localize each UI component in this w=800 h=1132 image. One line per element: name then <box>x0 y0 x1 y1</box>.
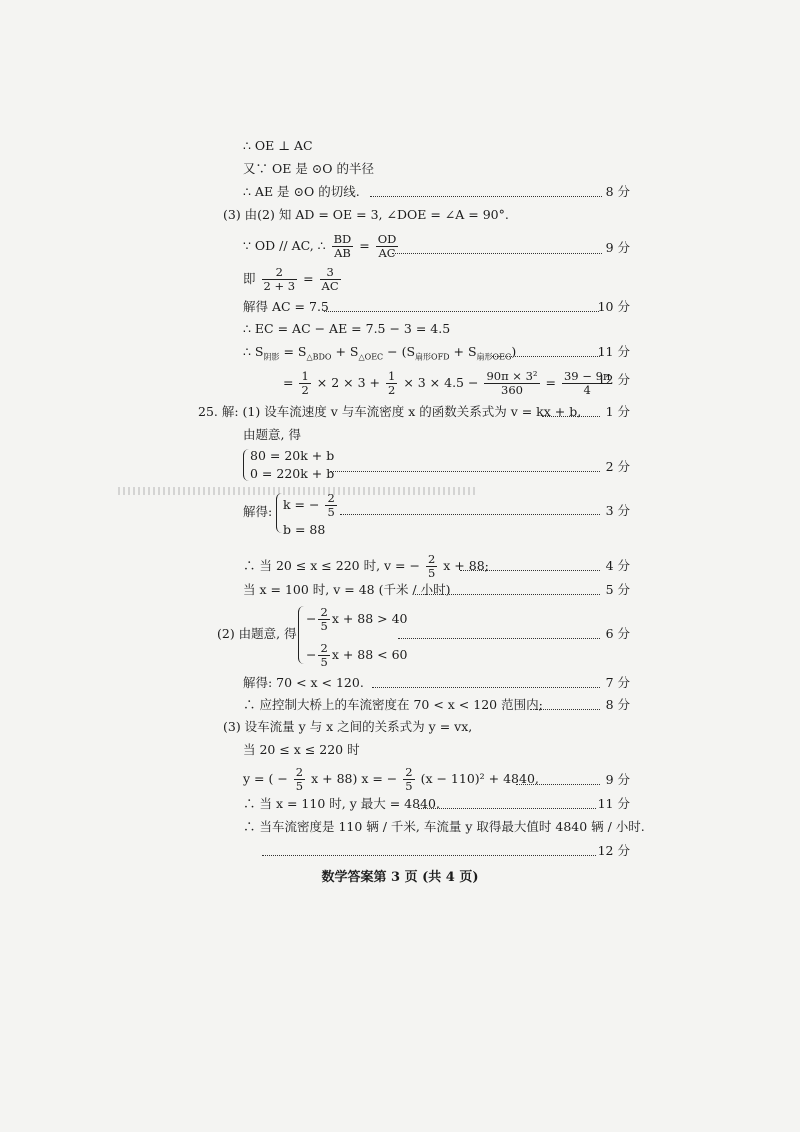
line-part3: (3) 由(2) 知 AD = OE = 3, ∠DOE = ∠A = 90°. <box>223 207 509 222</box>
leader-dots <box>415 594 600 595</box>
numerator: 2 <box>262 266 298 280</box>
text: x + 88; <box>443 558 489 573</box>
numerator: OD <box>377 232 397 246</box>
subscript: 扇形OFD <box>415 352 450 362</box>
text: x + 88) x = − <box>311 771 398 786</box>
score-10: 10 分 <box>597 299 630 314</box>
solution-b: b = 88 <box>283 522 326 537</box>
brace <box>243 449 250 481</box>
denominator: 5 <box>295 779 304 793</box>
line-area-calc <box>283 370 614 397</box>
text: − <box>306 611 317 626</box>
leader-dots <box>418 808 596 809</box>
score-9: 9 分 <box>605 240 630 255</box>
text: = S <box>279 344 307 359</box>
text: k = − <box>283 497 320 512</box>
denominator: 2 <box>388 383 396 397</box>
text: y = ( − <box>243 771 288 786</box>
numerator: 2 <box>320 605 328 619</box>
numerator: 2 <box>327 491 335 505</box>
text: (x − 110)² + 4840, <box>420 771 539 786</box>
line-conclusion: ∴ 当车流密度是 110 辆 / 千米, 车流量 y 取得最大值时 4840 辆 / 小时. <box>243 819 645 834</box>
line-y-function <box>243 766 539 793</box>
text: = <box>283 375 294 390</box>
score-q4: 4 分 <box>605 558 630 573</box>
denominator: AC <box>321 279 339 293</box>
subscript: △OEC <box>358 352 384 362</box>
text: − <box>306 647 317 662</box>
inequality-2 <box>306 642 408 669</box>
leader-dots <box>492 356 600 357</box>
page-footer: 数学答案第 3 页 (共 4 页) <box>321 870 479 885</box>
line-solve-range: 解得: 70 < x < 120. <box>243 675 364 690</box>
line-control: ∴ 应控制大桥上的车流密度在 70 < x < 120 范围内; <box>243 697 543 712</box>
line-v-100: 当 x = 100 时, v = 48 (千米 / 小时) <box>243 582 451 597</box>
text: = <box>359 238 370 253</box>
leader-dots <box>330 471 600 472</box>
leader-dots <box>516 784 600 785</box>
line-area <box>243 344 516 366</box>
denominator: 360 <box>501 383 523 397</box>
part2-label: (2) 由题意, 得 <box>217 626 297 641</box>
text: × 2 × 3 + <box>316 375 381 390</box>
subscript: △BDO <box>306 352 332 362</box>
leader-dots <box>542 416 600 417</box>
brace <box>276 493 283 533</box>
subscript: 扇形OEG <box>476 352 512 362</box>
numerator: 3 <box>320 266 341 280</box>
brace <box>298 606 305 664</box>
leader-dots <box>392 253 602 254</box>
fraction <box>484 370 539 397</box>
text: 即 <box>243 271 256 286</box>
line-oe-perp-ac: ∴ OE ⊥ AC <box>243 138 313 153</box>
score-q12: 12 分 <box>597 843 630 858</box>
solve-label: 解得: <box>243 504 273 519</box>
text: × 3 × 4.5 − <box>403 375 479 390</box>
text: = <box>545 375 556 390</box>
numerator: 2 <box>295 765 304 779</box>
text: x + 88 > 40 <box>331 611 408 626</box>
text: ∵ OD // AC, ∴ <box>243 238 326 253</box>
leader-dots <box>398 638 600 639</box>
text: ) <box>511 344 517 359</box>
q25-part1: 25. 解: (1) 设车流速度 v 与车流密度 x 的函数关系式为 v = kx + b, <box>198 404 582 419</box>
line-ec: ∴ EC = AC − AE = 7.5 − 3 = 4.5 <box>243 321 451 336</box>
fraction <box>332 233 354 260</box>
fraction <box>403 766 414 793</box>
denominator: AC <box>378 246 396 260</box>
system-eq2: 0 = 220k + b <box>250 466 335 481</box>
line-od-parallel <box>243 233 400 260</box>
fraction <box>318 642 329 669</box>
text: + S <box>331 344 359 359</box>
numerator: 90π × 3² <box>486 369 538 383</box>
fraction <box>386 370 397 397</box>
fraction <box>299 370 310 397</box>
leader-dots <box>340 514 600 515</box>
leader-dots <box>262 855 596 856</box>
line-domain: 当 20 ≤ x ≤ 220 时 <box>243 742 360 757</box>
line-by-problem: 由题意, 得 <box>243 427 301 442</box>
text: − (S <box>383 344 416 359</box>
fraction <box>262 266 298 293</box>
numerator: 39 − 9π <box>563 369 611 383</box>
line-ratio <box>243 266 343 293</box>
denominator: 4 <box>583 383 591 397</box>
denominator: AB <box>334 246 351 260</box>
fraction <box>294 766 305 793</box>
fraction <box>376 233 399 260</box>
fraction <box>318 606 329 633</box>
text: ∴ S <box>243 344 264 359</box>
leader-dots <box>370 196 602 197</box>
numerator: 2 <box>320 641 328 655</box>
score-8: 8 分 <box>605 184 630 199</box>
numerator: 2 <box>427 552 436 566</box>
leader-dots <box>530 709 600 710</box>
denominator: 2 + 3 <box>263 279 296 293</box>
line-ac-solve: 解得 AC = 7.5 <box>243 299 329 314</box>
score-q2: 2 分 <box>605 459 630 474</box>
score-q1: 1 分 <box>605 404 630 419</box>
solution-k <box>283 492 339 519</box>
line-max: ∴ 当 x = 110 时, y 最大 = 4840. <box>243 796 440 811</box>
numerator: 1 <box>301 369 309 383</box>
score-q7: 7 分 <box>605 675 630 690</box>
leader-dots <box>460 570 600 571</box>
score-q6: 6 分 <box>605 626 630 641</box>
denominator: 5 <box>327 505 335 519</box>
score-q11: 11 分 <box>597 796 630 811</box>
numerator: BD <box>333 232 352 246</box>
score-11: 11 分 <box>597 344 630 359</box>
denominator: 2 <box>301 383 309 397</box>
score-q5: 5 分 <box>605 582 630 597</box>
text: = <box>303 271 314 286</box>
line-oe-radius: 又∵ OE 是 ⊙O 的半径 <box>243 161 374 176</box>
leader-dots <box>372 687 600 688</box>
score-q9: 9 分 <box>605 772 630 787</box>
score-q8: 8 分 <box>605 697 630 712</box>
denominator: 5 <box>320 619 328 633</box>
score-12: 12 分 <box>597 372 630 387</box>
system-eq1: 80 = 20k + b <box>250 448 335 463</box>
score-q3: 3 分 <box>605 503 630 518</box>
line-ae-tangent: ∴ AE 是 ⊙O 的切线. <box>243 184 360 199</box>
fraction <box>325 492 336 519</box>
denominator: 5 <box>320 655 328 669</box>
numerator: 2 <box>405 765 413 779</box>
denominator: 5 <box>427 566 436 580</box>
leader-dots <box>324 311 599 312</box>
numerator: 1 <box>388 369 396 383</box>
fraction <box>426 553 437 580</box>
denominator: 5 <box>405 779 413 793</box>
text: ∴ 当 20 ≤ x ≤ 220 时, v = − <box>243 558 420 573</box>
fraction <box>320 266 341 293</box>
text: x + 88 < 60 <box>331 647 408 662</box>
subscript: 阴影 <box>263 352 280 362</box>
line-v-function <box>243 553 489 580</box>
part3-label: (3) 设车流量 y 与 x 之间的关系式为 y = vx, <box>223 719 473 734</box>
inequality-1 <box>306 606 408 633</box>
text: + S <box>449 344 477 359</box>
